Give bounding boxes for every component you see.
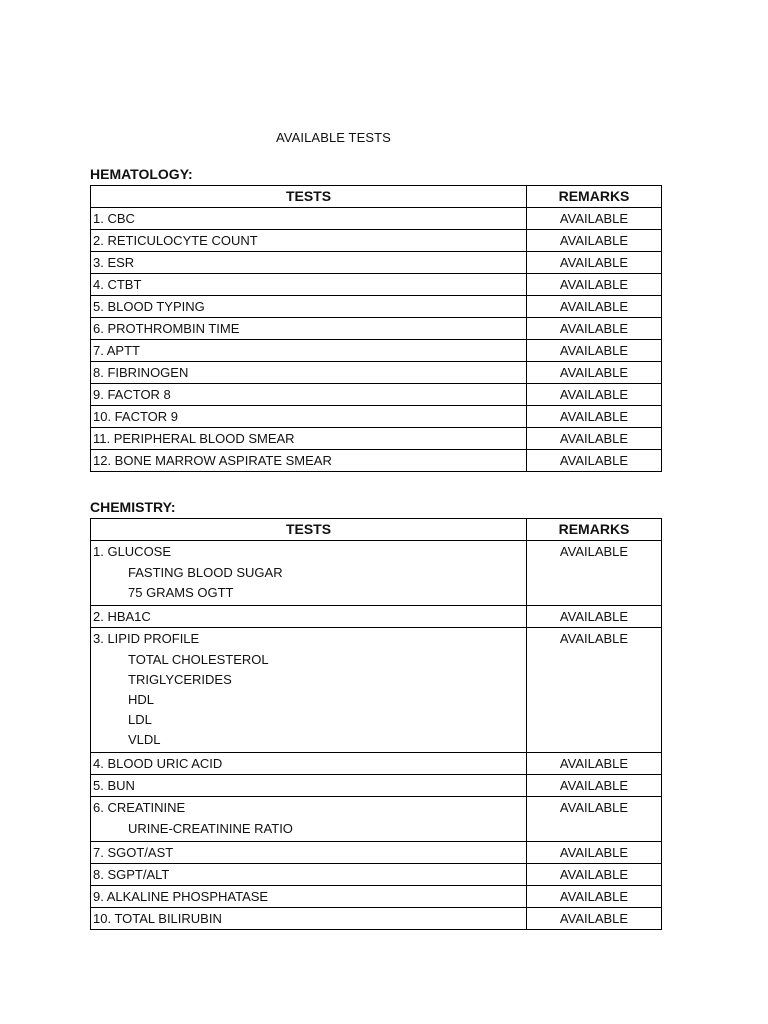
test-cell (91, 450, 527, 472)
remark-cell: AVAILABLE (527, 886, 662, 908)
test-name: 2. RETICULOCYTE COUNT (93, 233, 258, 248)
test-cell (91, 274, 527, 296)
test-name: 5. BUN (93, 778, 135, 793)
remark-cell: AVAILABLE (527, 628, 662, 753)
test-name: 10. FACTOR 9 (93, 409, 179, 424)
sub-test-name: FASTING BLOOD SUGAR (128, 565, 283, 580)
test-cell (91, 384, 527, 406)
sub-test-name: VLDL (128, 732, 161, 747)
table-row (91, 541, 662, 606)
table-header-row (91, 186, 662, 208)
remark-cell: AVAILABLE (527, 753, 662, 775)
test-name: 12. BONE MARROW ASPIRATE SMEAR (93, 453, 332, 468)
chemistry-heading: CHEMISTRY: (90, 499, 176, 515)
test-name: 3. LIPID PROFILE (93, 631, 200, 646)
test-name: 8. SGPT/ALT (93, 867, 170, 882)
chemistry-table (90, 518, 662, 930)
hematology-heading: HEMATOLOGY: (90, 166, 193, 182)
table-header-row (91, 519, 662, 541)
test-name: 1. GLUCOSE (93, 544, 172, 559)
test-name: 8. FIBRINOGEN (93, 365, 189, 380)
table-row (91, 274, 662, 296)
table-row (91, 842, 662, 864)
remark-cell: AVAILABLE (527, 450, 662, 472)
remark-cell: AVAILABLE (527, 797, 662, 842)
test-name: 4. CTBT (93, 277, 142, 292)
remark-cell: AVAILABLE (527, 318, 662, 340)
test-name: 10. TOTAL BILIRUBIN (93, 911, 222, 926)
remark-cell: AVAILABLE (527, 230, 662, 252)
test-cell (91, 428, 527, 450)
test-name: 3. ESR (93, 255, 135, 270)
table-row (91, 908, 662, 930)
remark-cell: AVAILABLE (527, 428, 662, 450)
test-cell (91, 775, 527, 797)
test-name: 1. CBC (93, 211, 135, 226)
remark-cell: AVAILABLE (527, 362, 662, 384)
table-row (91, 318, 662, 340)
test-cell (91, 908, 527, 930)
test-cell (91, 842, 527, 864)
sub-test-name: URINE-CREATININE RATIO (128, 821, 293, 836)
test-cell (91, 318, 527, 340)
remarks-column-header: REMARKS (527, 519, 662, 541)
test-cell (91, 864, 527, 886)
remark-cell: AVAILABLE (527, 606, 662, 628)
table-row (91, 753, 662, 775)
test-name: 5. BLOOD TYPING (93, 299, 205, 314)
remark-cell: AVAILABLE (527, 541, 662, 606)
test-cell (91, 230, 527, 252)
test-name: 9. FACTOR 8 (93, 387, 171, 402)
page-title: AVAILABLE TESTS (276, 130, 391, 145)
test-cell (91, 362, 527, 384)
test-name: 7. SGOT/AST (93, 845, 174, 860)
remark-cell: AVAILABLE (527, 208, 662, 230)
table-row (91, 450, 662, 472)
test-cell (91, 252, 527, 274)
remark-cell: AVAILABLE (527, 775, 662, 797)
remarks-column-header: REMARKS (527, 186, 662, 208)
test-name: 11. PERIPHERAL BLOOD SMEAR (93, 431, 295, 446)
remark-cell: AVAILABLE (527, 406, 662, 428)
test-cell (91, 541, 527, 606)
remark-cell: AVAILABLE (527, 864, 662, 886)
test-name: 9. ALKALINE PHOSPHATASE (93, 889, 269, 904)
table-row (91, 886, 662, 908)
sub-test-name: HDL (128, 692, 155, 707)
table-row (91, 230, 662, 252)
remark-cell: AVAILABLE (527, 296, 662, 318)
test-cell (91, 753, 527, 775)
table-row (91, 406, 662, 428)
table-row (91, 864, 662, 886)
table-row (91, 797, 662, 842)
table-row (91, 628, 662, 753)
table-row (91, 208, 662, 230)
test-name: 4. BLOOD URIC ACID (93, 756, 223, 771)
test-cell (91, 797, 527, 842)
sub-test-name: 75 GRAMS OGTT (128, 585, 234, 600)
sub-test-name: TOTAL CHOLESTEROL (128, 652, 269, 667)
test-cell (91, 628, 527, 753)
table-row (91, 384, 662, 406)
tests-column-header: TESTS (91, 186, 527, 208)
sub-test-name: TRIGLYCERIDES (128, 672, 232, 687)
test-name: 6. PROTHROMBIN TIME (93, 321, 240, 336)
test-name: 2. HBA1C (93, 609, 151, 624)
remark-cell: AVAILABLE (527, 340, 662, 362)
test-cell (91, 340, 527, 362)
remark-cell: AVAILABLE (527, 274, 662, 296)
table-row (91, 340, 662, 362)
test-cell (91, 208, 527, 230)
tests-column-header: TESTS (91, 519, 527, 541)
hematology-table (90, 185, 662, 472)
table-row (91, 296, 662, 318)
remark-cell: AVAILABLE (527, 842, 662, 864)
test-cell (91, 296, 527, 318)
remark-cell: AVAILABLE (527, 908, 662, 930)
remark-cell: AVAILABLE (527, 252, 662, 274)
table-row (91, 252, 662, 274)
remark-cell: AVAILABLE (527, 384, 662, 406)
test-cell (91, 886, 527, 908)
sub-test-name: LDL (128, 712, 152, 727)
table-row (91, 775, 662, 797)
table-row (91, 362, 662, 384)
test-name: 7. APTT (93, 343, 140, 358)
table-row (91, 428, 662, 450)
test-cell (91, 606, 527, 628)
test-name: 6. CREATININE (93, 800, 186, 815)
table-row (91, 606, 662, 628)
test-cell (91, 406, 527, 428)
